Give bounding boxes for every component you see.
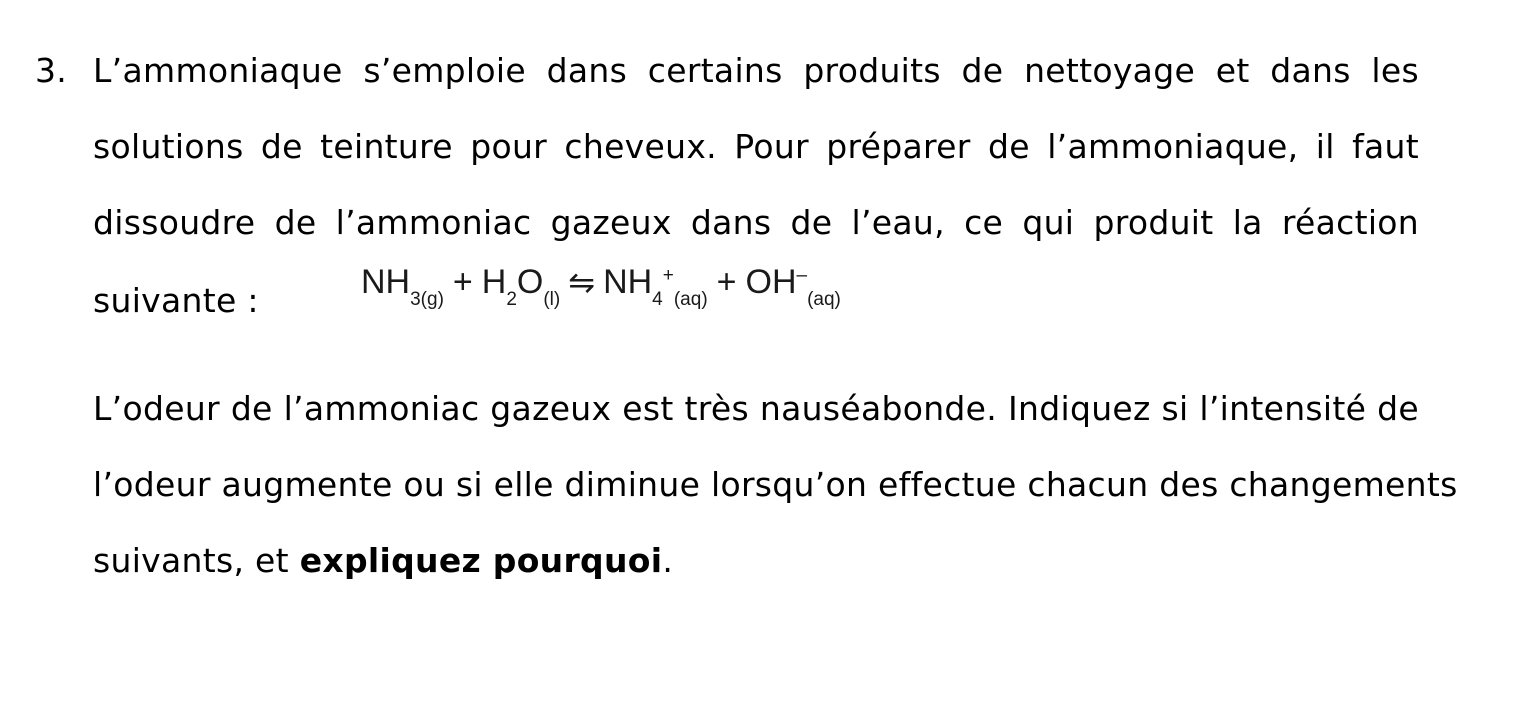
chemical-equation	[361, 252, 841, 318]
intro-line-2: solutions de teinture pour cheveux. Pour préparer de l’ammoniaque, il faut	[93, 127, 1419, 166]
paragraph2-line-1: L’odeur de l’ammoniac gazeux est très nauséabonde. Indiquez si l’intensité de	[93, 389, 1419, 428]
reactant-nh3-subscript: 3(g)	[410, 289, 444, 310]
product-nh4: $NH_4^+_{(aq)}$	[603, 263, 708, 310]
product-oh: $OH^-_{(aq)}$	[745, 263, 841, 310]
plus-sign-1: +	[452, 263, 473, 301]
intro-line-1: L’ammoniaque s’emploie dans certains produits de nettoyage et dans les	[93, 51, 1419, 90]
product-nh4-charge: +	[662, 265, 674, 286]
emphasis-explain-why: expliquez pourquoi	[299, 541, 663, 580]
product-oh-charge: –	[796, 265, 808, 286]
reactant-h2o-state: (l)	[543, 289, 561, 310]
reactant-h2o-subscript: 2	[506, 289, 517, 310]
product-nh4-state: (aq)	[673, 289, 708, 310]
equilibrium-arrow-icon: ⇋	[568, 264, 596, 300]
plus-sign-2: +	[716, 263, 737, 301]
product-nh4-subscript: 4	[652, 289, 663, 310]
intro-line-4: suivante :	[93, 281, 259, 320]
question-3	[35, 0, 1458, 709]
reactant-nh3: $NH_{3(g)}$	[361, 263, 444, 310]
paragraph2-line-3: suivants, et expliquez pourquoi.	[93, 541, 674, 580]
intro-line-3: dissoudre de l’ammoniac gazeux dans de l’eau, ce qui produit la réaction	[93, 203, 1419, 242]
product-oh-state: (aq)	[807, 289, 841, 310]
paragraph2-line-2: l’odeur augmente ou si elle diminue lorsqu’on effectue chacun des changements	[93, 465, 1458, 504]
question-number: 3.	[35, 51, 68, 90]
reactant-h2o: $H_2O_{(l)}$	[481, 263, 561, 310]
